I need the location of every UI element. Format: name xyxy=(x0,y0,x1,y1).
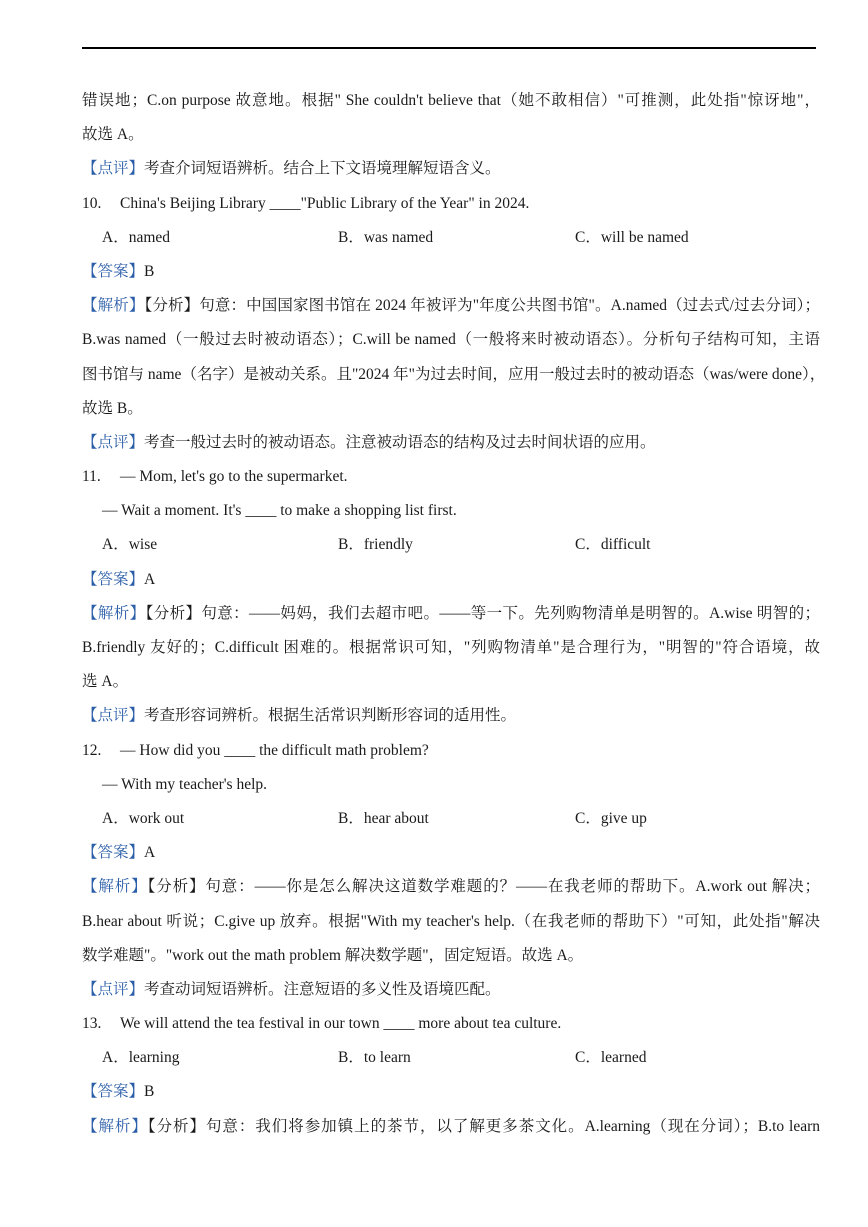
question-12-stem-reply: — With my teacher's help. xyxy=(102,775,268,793)
answer-tag: 【答案】 xyxy=(82,262,145,280)
question-10-options xyxy=(82,221,820,255)
answer-value: B xyxy=(144,262,155,280)
question-13-options xyxy=(82,1041,820,1075)
option-b: B．friendly xyxy=(338,536,413,554)
option-a: A．named xyxy=(102,228,171,246)
analysis-line xyxy=(82,597,820,631)
answer-line xyxy=(82,836,820,870)
option-c: C．give up xyxy=(575,809,647,827)
option-c: C．will be named xyxy=(575,228,689,246)
answer-line xyxy=(82,255,820,289)
comment-text: 考查一般过去时的被动语态。注意被动语态的结构及过去时间状语的应用。 xyxy=(144,433,656,451)
comment-text: 考查介词短语辨析。结合上下文语境理解短语含义。 xyxy=(144,160,501,178)
analysis-line xyxy=(82,870,820,904)
header-rule xyxy=(82,47,816,49)
question-number: 12. xyxy=(82,741,102,759)
option-b: B．to learn xyxy=(338,1049,411,1067)
analysis-line: 数学难题"。"work out the math problem 解决数学题"，固定短语。故选 A。 xyxy=(82,946,584,964)
question-number: 13. xyxy=(82,1015,102,1033)
question-12-options xyxy=(82,802,820,836)
answer-line xyxy=(82,563,820,597)
analysis-text: 【分析】句意：——妈妈，我们去超市吧。——等一下。先列购物清单是明智的。A.wise 明智的； xyxy=(145,604,820,622)
question-text: China's Beijing Library ____"Public Library of the Year" in 2024. xyxy=(120,194,530,212)
option-a: A．work out xyxy=(102,809,185,827)
answer-value: B xyxy=(144,1083,155,1101)
analysis-line xyxy=(82,289,820,323)
option-c: C．learned xyxy=(575,1049,647,1067)
answer-tag: 【答案】 xyxy=(82,1083,145,1101)
analysis-line: B.was named（一般过去时被动语态）；C.will be named（一般将来时被动语态）。分析句子结构可知，主语 xyxy=(82,331,820,349)
comment-line xyxy=(82,699,820,733)
question-number: 11. xyxy=(82,468,101,486)
question-text: — How did you ____ the difficult math problem? xyxy=(120,741,429,759)
question-11-stem xyxy=(82,460,820,494)
option-c: C．difficult xyxy=(575,536,651,554)
comment-line xyxy=(82,152,820,186)
question-11-stem-reply: — Wait a moment. It's ____ to make a shopping list first. xyxy=(102,502,457,520)
analysis-line: B.hear about 听说；C.give up 放弃。根据"With my teacher's help.（在我老师的帮助下）"可知，此处指"解决 xyxy=(82,912,820,930)
analysis-line: 图书馆与 name（名字）是被动关系。且"2024 年"为过去时间，应用一般过去时的被动语态（was/were done）， xyxy=(82,365,826,383)
answer-value: A xyxy=(144,844,156,862)
analysis-line: 选 A。 xyxy=(82,673,129,691)
comment-text: 考查动词短语辨析。注意短语的多义性及语境匹配。 xyxy=(144,980,501,998)
answer-line xyxy=(82,1075,820,1109)
analysis-text: 【分析】句意：——你是怎么解决这道数学难题的？——在我老师的帮助下。A.work out 解决； xyxy=(147,878,820,896)
document-body xyxy=(82,84,826,1144)
comment-tag: 【点评】 xyxy=(82,707,145,725)
analysis-continuation-line: 错误地；C.on purpose 故意地。根据" She couldn't believe that（她不敢相信）"可推测，此处指"惊讶地"， xyxy=(82,92,820,109)
analysis-text: 【分析】句意：中国国家图书馆在 2024 年被评为"年度公共图书馆"。A.named（过去式/过去分词）； xyxy=(144,297,820,315)
question-text: We will attend the tea festival in our town ____ more about tea culture. xyxy=(120,1015,562,1033)
comment-tag: 【点评】 xyxy=(82,980,145,998)
comment-tag: 【点评】 xyxy=(82,433,145,451)
comment-line xyxy=(82,973,820,1007)
option-a: A．learning xyxy=(102,1049,180,1067)
analysis-line xyxy=(82,1110,820,1144)
analysis-continuation-line: 故选 A。 xyxy=(82,126,144,144)
option-a: A．wise xyxy=(102,536,158,554)
option-b: B．hear about xyxy=(338,809,429,827)
analysis-line: 故选 B。 xyxy=(82,399,143,417)
analysis-tag: 【解析】 xyxy=(82,297,145,315)
answer-tag: 【答案】 xyxy=(82,570,145,588)
question-text: — Mom, let's go to the supermarket. xyxy=(120,468,348,486)
analysis-tag: 【解析】 xyxy=(82,878,148,896)
analysis-line: B.friendly 友好的；C.difficult 困难的。根据常识可知，"列购物清单"是合理行为，"明智的"符合语境，故 xyxy=(82,639,820,656)
analysis-text: 【分析】句意：我们将参加镇上的茶节，以了解更多茶文化。A.learning（现在分词）；B.to learn xyxy=(147,1117,820,1135)
answer-tag: 【答案】 xyxy=(82,844,145,862)
question-13-stem xyxy=(82,1007,820,1041)
comment-line xyxy=(82,426,820,460)
option-b: B．was named xyxy=(338,228,434,246)
answer-value: A xyxy=(144,570,156,588)
question-10-stem xyxy=(82,187,820,221)
analysis-tag: 【解析】 xyxy=(82,1117,148,1135)
question-11-options xyxy=(82,528,820,562)
question-number: 10. xyxy=(82,194,102,212)
analysis-tag: 【解析】 xyxy=(82,604,146,622)
comment-text: 考查形容词辨析。根据生活常识判断形容词的适用性。 xyxy=(144,707,517,725)
question-12-stem xyxy=(82,734,820,768)
comment-tag: 【点评】 xyxy=(82,160,145,178)
